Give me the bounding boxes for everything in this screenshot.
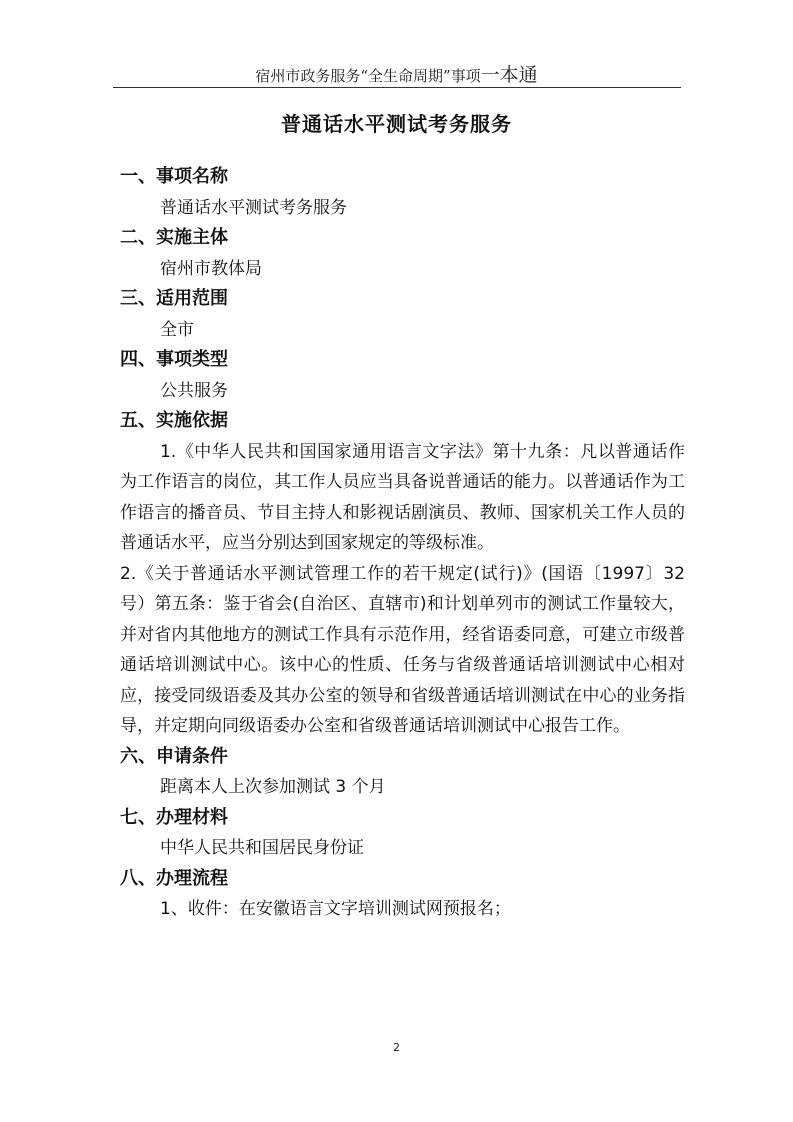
basis-paragraph-1: 1.《中华人民共和国国家通用语言文字法》第十九条：凡以普通话作为工作语言的岗位，其工作人员应当具备说普通话的能力。以普通话作为工作语言的播音员、节目主持人和影视话剧演员、教师、国家机关工作人员的普通话水平，应当分别达到国家规定的等级标准。	[120, 441, 685, 553]
section-heading-item-type: 四、事项类型	[120, 349, 228, 370]
section-heading-scope: 三、适用范围	[120, 288, 228, 309]
section-value-item-name: 普通话水平测试考务服务	[160, 197, 347, 218]
section-value-conditions: 距离本人上次参加测试 3 个月	[160, 777, 386, 797]
section-value-process: 1、收件：在安徽语言文字培训测试网预报名；	[160, 899, 511, 919]
section-heading-conditions: 六、申请条件	[120, 745, 228, 767]
running-header-title: 宿州市政务服务“全生命周期”事项	[255, 67, 481, 85]
page-number: 2	[393, 1041, 400, 1054]
document-title: 普通话水平测试考务服务	[281, 112, 512, 136]
section-heading-implementer: 二、实施主体	[120, 227, 228, 248]
section-heading-basis: 五、实施依据	[120, 410, 228, 431]
running-header	[0, 60, 793, 87]
section-heading-item-name: 一、事项名称	[120, 166, 228, 187]
section-value-scope: 全市	[160, 319, 194, 340]
basis-paragraph-2: 2.《关于普通话水平测试管理工作的若干规定(试行)》(国语〔1997〕32 号）第五条：鉴于省会(自治区、直辖市)和计划单列市的测试工作量较大，并对省内其他地方的测试工作具有示范作用，经省语委同意，可建立市级普通话培训测试中心。该中心的性质、任务与省级普通话培训测试中心相对应，接受同级语委及其办公室的领导和省级普通话培训测试在中心的业务指导，并定期向同级语委办公室和省级普通话培训测试中心报告工作。	[120, 563, 685, 736]
section-value-implementer: 宿州市教体局	[160, 258, 262, 279]
section-value-materials: 中华人民共和国居民身份证	[160, 838, 364, 858]
running-header-tail: 一本通	[480, 64, 538, 86]
section-heading-materials: 七、办理材料	[120, 806, 228, 828]
document-body	[120, 162, 685, 925]
section-value-item-type: 公共服务	[160, 380, 228, 401]
header-rule	[113, 87, 681, 88]
section-heading-process: 八、办理流程	[120, 867, 228, 889]
